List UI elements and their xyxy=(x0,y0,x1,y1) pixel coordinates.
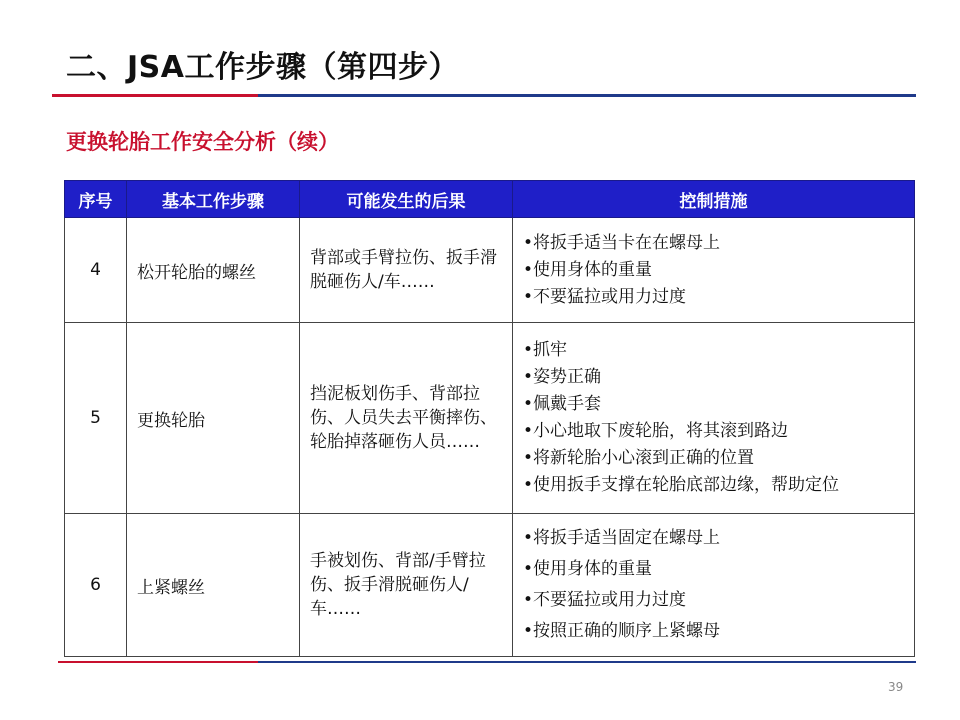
section-subtitle: 更换轮胎工作安全分析（续） xyxy=(66,130,339,154)
row-num: 6 xyxy=(65,514,127,657)
title-rule-red xyxy=(52,94,258,97)
row-controls xyxy=(513,323,915,514)
jsa-table xyxy=(64,180,915,657)
footer-rule-red xyxy=(58,661,258,663)
row-step: 松开轮胎的螺丝 xyxy=(127,218,300,323)
table-header-row xyxy=(65,181,915,218)
table-row xyxy=(65,218,915,323)
header-result: 可能发生的后果 xyxy=(300,181,513,218)
footer-rule-blue xyxy=(258,661,916,663)
row-num: 4 xyxy=(65,218,127,323)
page-title: 二、JSA工作步骤（第四步） xyxy=(66,50,459,85)
header-step: 基本工作步骤 xyxy=(127,181,300,218)
control-item: •佩戴手套 xyxy=(523,394,602,414)
control-item: •抓牢 xyxy=(523,340,568,360)
row-step: 更换轮胎 xyxy=(127,323,300,514)
control-item: •使用身体的重量 xyxy=(523,259,653,280)
control-item: •不要猛拉或用力过度 xyxy=(523,590,687,610)
control-item: •将扳手适当固定在螺母上 xyxy=(523,528,721,548)
row-result: 手被划伤、背部/手臂拉伤、扳手滑脱砸伤人/车…… xyxy=(300,514,513,657)
control-item: •使用身体的重量 xyxy=(523,559,653,579)
control-item: •小心地取下废轮胎，将其滚到路边 xyxy=(523,421,789,441)
row-controls xyxy=(513,218,915,323)
row-step: 上紧螺丝 xyxy=(127,514,300,657)
title-rule-blue xyxy=(258,94,916,97)
control-item: •按照正确的顺序上紧螺母 xyxy=(523,621,721,641)
table-row xyxy=(65,323,915,514)
header-controls: 控制措施 xyxy=(513,181,915,218)
row-result: 挡泥板划伤手、背部拉伤、人员失去平衡摔伤、轮胎掉落砸伤人员…… xyxy=(300,323,513,514)
control-item: •将扳手适当卡在在螺母上 xyxy=(523,232,721,253)
row-num: 5 xyxy=(65,323,127,514)
page-number: 39 xyxy=(888,680,904,694)
row-result: 背部或手臂拉伤、扳手滑脱砸伤人/车…… xyxy=(300,218,513,323)
control-item: •不要猛拉或用力过度 xyxy=(523,286,687,307)
row-controls xyxy=(513,514,915,657)
control-item: •姿势正确 xyxy=(523,367,602,387)
control-item: •将新轮胎小心滚到正确的位置 xyxy=(523,448,755,468)
header-num: 序号 xyxy=(65,181,127,218)
table-row xyxy=(65,514,915,657)
control-item: •使用扳手支撑在轮胎底部边缘，帮助定位 xyxy=(523,475,840,495)
